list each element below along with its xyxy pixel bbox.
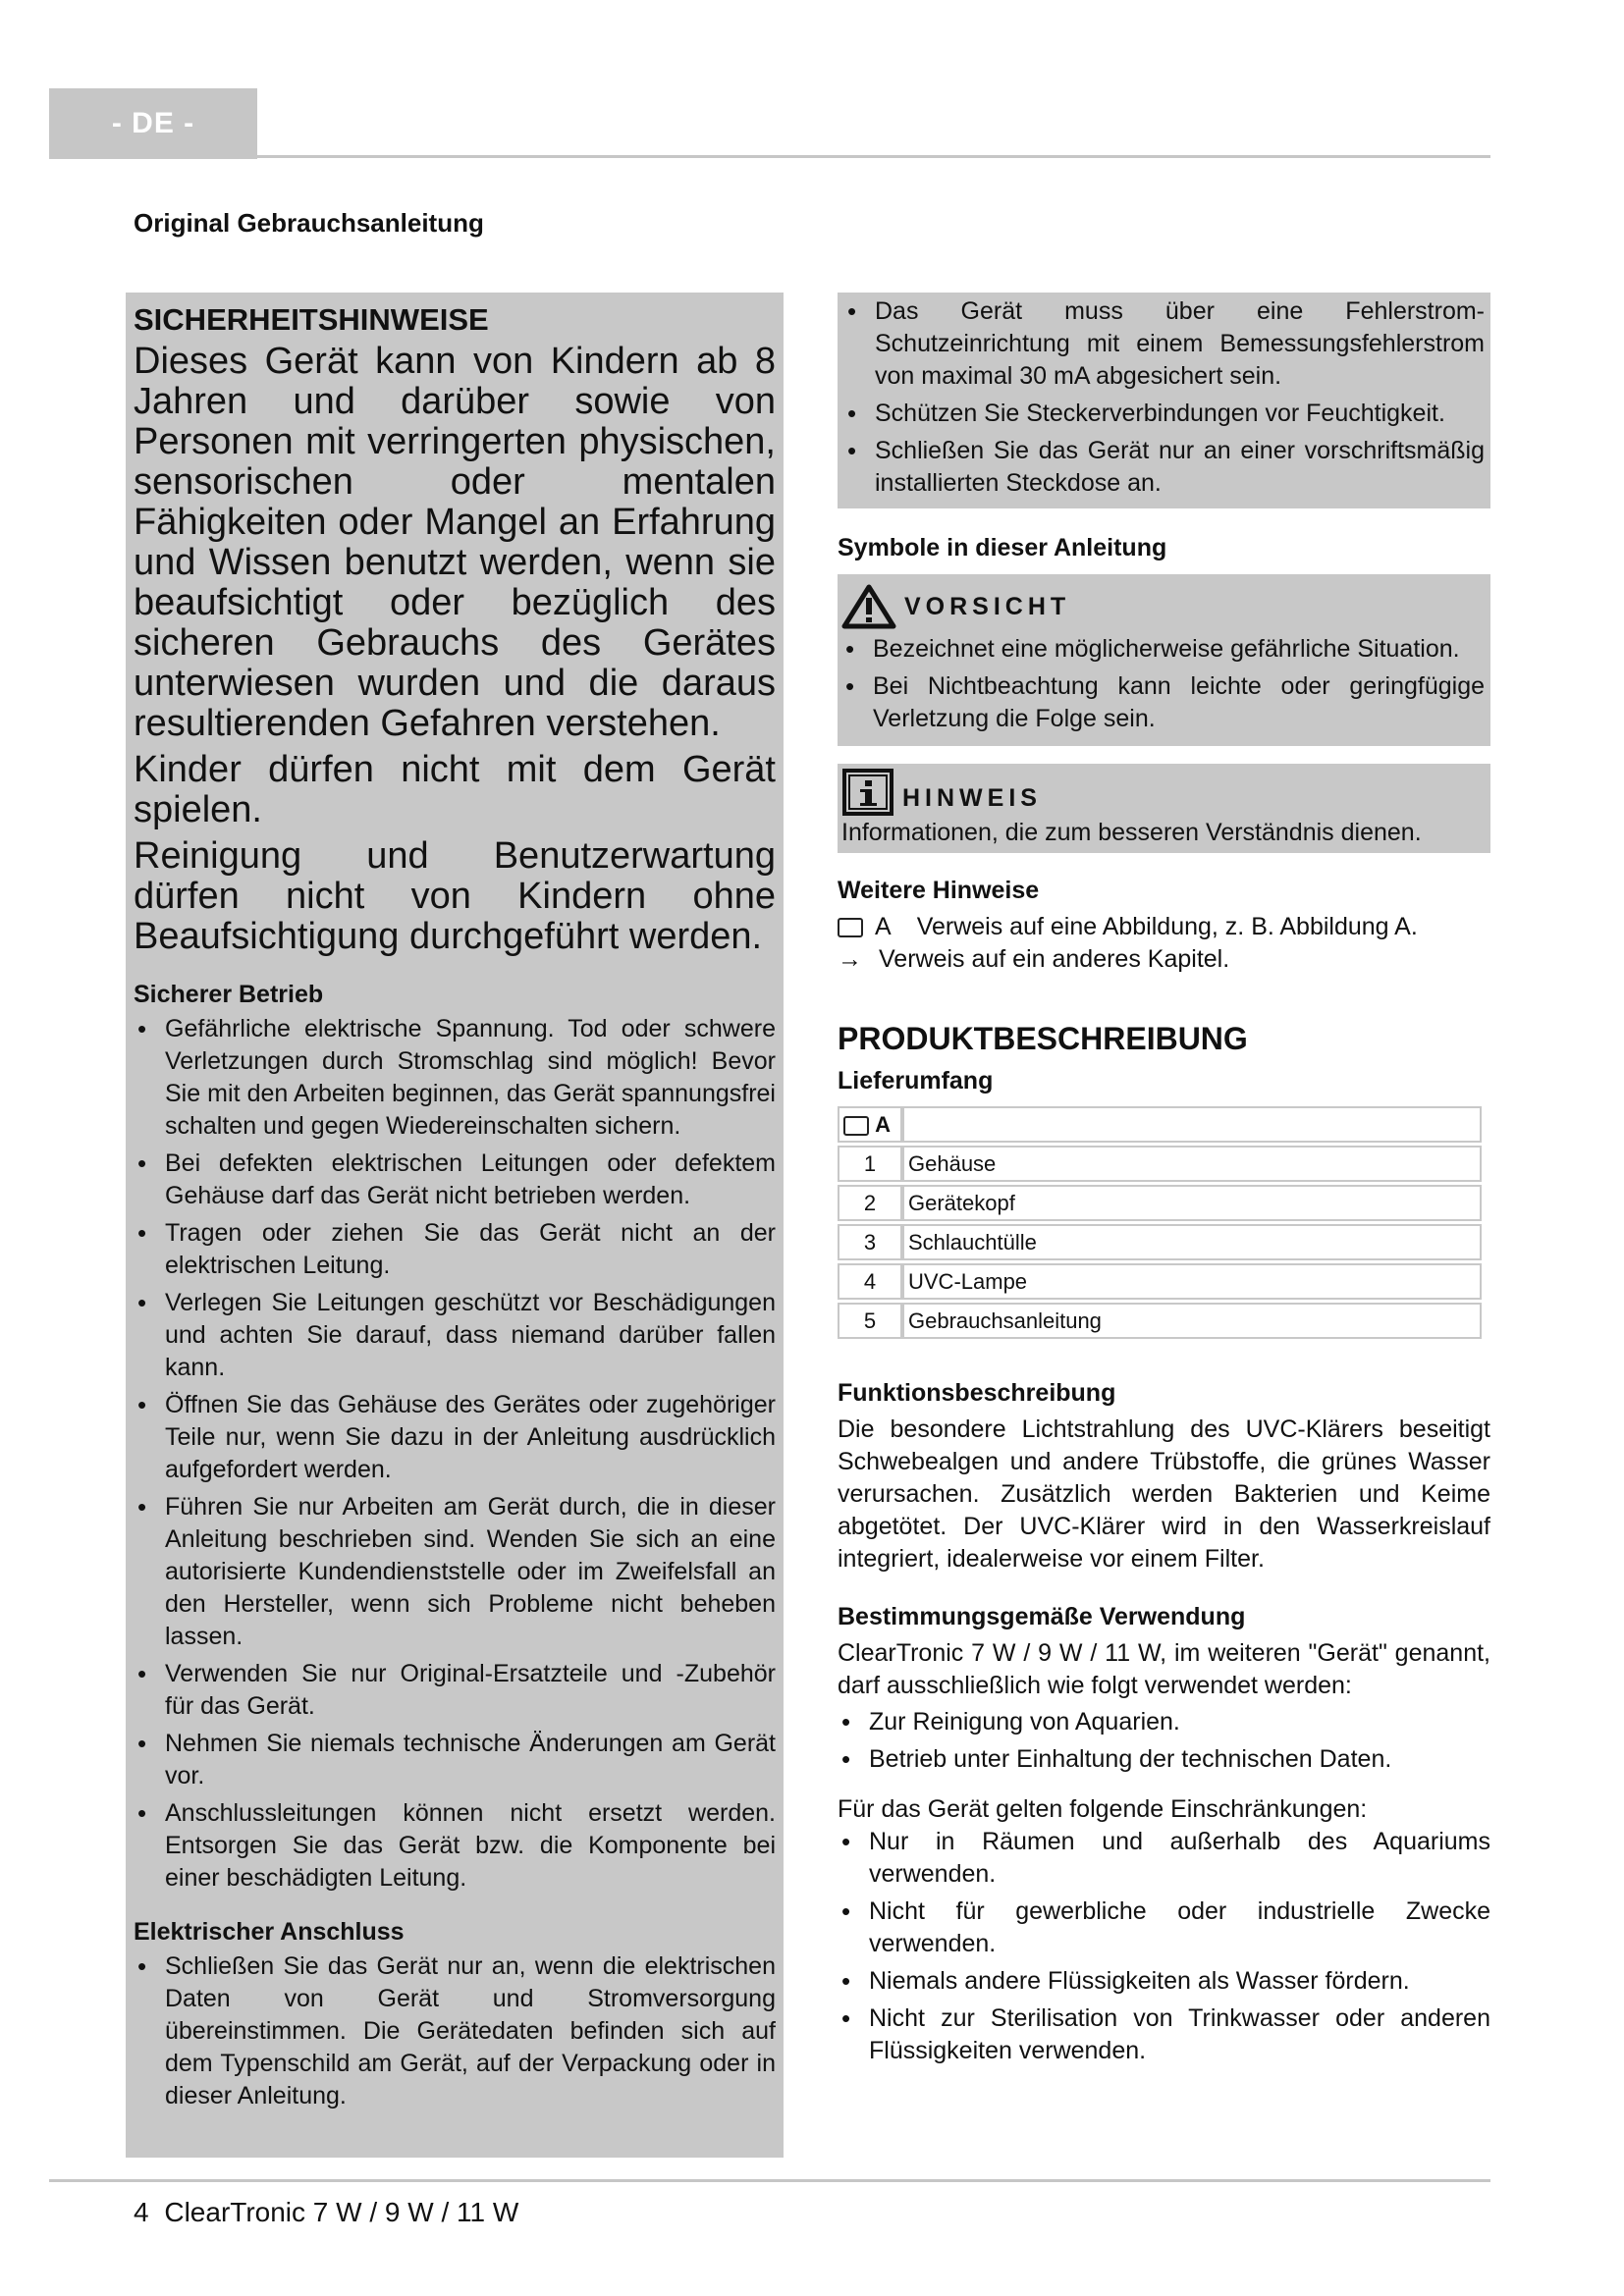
list-item: • Verlegen Sie Leitungen geschützt vor Beschädigungen und achten Sie darauf, dass niemand darüber fallen kann. xyxy=(134,1287,776,1384)
list-item: • Nehmen Sie niemals technische Änderungen am Gerät vor. xyxy=(134,1728,776,1792)
symbols-heading: Symbole in dieser Anleitung xyxy=(838,534,1167,561)
scope-table xyxy=(838,1103,1482,1342)
table-cell-num: 2 xyxy=(838,1185,902,1221)
header-rule xyxy=(49,155,1490,158)
chapter-ref-text: Verweis auf ein anderes Kapitel. xyxy=(879,945,1230,973)
figure-reference-line xyxy=(838,911,1490,943)
table-row xyxy=(838,1185,1482,1221)
caution-box xyxy=(838,574,1490,746)
left-column xyxy=(126,293,784,2158)
list-item: • Tragen oder ziehen Sie das Gerät nicht an der elektrischen Leitung. xyxy=(134,1217,776,1282)
list-item: • Bei Nichtbeachtung kann leichte oder geringfügige Verletzung die Folge sein. xyxy=(841,670,1485,735)
table-header-empty xyxy=(902,1106,1482,1143)
language-tab: - DE - xyxy=(49,88,257,159)
figure-icon xyxy=(843,1116,869,1136)
function-heading: Funktionsbeschreibung xyxy=(838,1379,1116,1407)
safety-cleaning: Reinigung und Benutzerwartung dürfen nicht von Kindern ohne Beaufsichtigung durchgeführt werden. xyxy=(134,835,776,957)
restrictions-list xyxy=(838,1826,1490,2067)
note-header xyxy=(841,768,1487,817)
table-cell-name: UVC-Lampe xyxy=(902,1263,1482,1300)
intended-use-heading: Bestimmungsgemäße Verwendung xyxy=(838,1603,1246,1630)
electrical-continued-box xyxy=(838,293,1490,508)
list-item: • Niemals andere Flüssigkeiten als Wasser fördern. xyxy=(838,1965,1490,1998)
table-row xyxy=(838,1224,1482,1260)
figure-icon xyxy=(838,918,863,937)
footer xyxy=(134,2197,518,2228)
safety-heading: SICHERHEITSHINWEISE xyxy=(134,302,489,337)
list-item: • Bezeichnet eine möglicherweise gefährliche Situation. xyxy=(841,633,1485,666)
list-item: • Führen Sie nur Arbeiten am Gerät durch, die in dieser Anleitung beschrieben sind. Wenden Sie sich an eine autorisierte Kundendienststelle oder im Zweifelsfall an den Hersteller, wenn sich Probleme nicht beheben lassen. xyxy=(134,1491,776,1653)
safety-intro: Dieses Gerät kann von Kindern ab 8 Jahren und darüber sowie von Personen mit verringerten physischen, sensorischen oder mentalen Fähigkeiten oder Mangel an Erfahrung und Wissen benutzt werden, wenn sie beaufsichtigt oder bezüglich des sicheren Gebrauchs des Gerätes unterwiesen wurden und die daraus resultierenden Gefahren verstehen. xyxy=(134,341,776,744)
restrictions-text: Für das Gerät gelten folgende Einschränkungen: xyxy=(838,1795,1368,1823)
info-icon xyxy=(841,768,894,817)
safety-children: Kinder dürfen nicht mit dem Gerät spielen. xyxy=(134,749,776,830)
list-item: • Betrieb unter Einhaltung der technischen Daten. xyxy=(838,1743,1490,1776)
footer-rule xyxy=(49,2179,1490,2182)
electrical-list xyxy=(134,1950,776,2112)
note-box xyxy=(838,764,1490,853)
safe-operation-heading: Sicherer Betrieb xyxy=(134,981,324,1008)
list-item: • Nicht zur Sterilisation von Trinkwasser oder anderen Flüssigkeiten verwenden. xyxy=(838,2002,1490,2067)
figure-ref-text: Verweis auf eine Abbildung, z. B. Abbildung A. xyxy=(916,913,1418,940)
list-item: • Zur Reinigung von Aquarien. xyxy=(838,1706,1490,1738)
table-cell-num: 4 xyxy=(838,1263,902,1300)
table-header-letter: A xyxy=(875,1112,892,1137)
note-label: HINWEIS xyxy=(902,783,1042,812)
table-row xyxy=(838,1303,1482,1339)
electrical-list-continued xyxy=(843,295,1485,500)
list-item: • Nicht für gewerbliche oder industrielle Zwecke verwenden. xyxy=(838,1896,1490,1960)
caution-header xyxy=(841,584,1485,629)
figure-ref-letter: A xyxy=(875,913,892,940)
safe-operation-list xyxy=(134,1013,776,1895)
table-cell-name: Gehäuse xyxy=(902,1146,1482,1182)
table-cell-name: Gerätekopf xyxy=(902,1185,1482,1221)
caution-list xyxy=(841,633,1485,735)
page-number: 4 xyxy=(134,2197,149,2227)
table-row xyxy=(838,1263,1482,1300)
list-item: • Nur in Räumen und außerhalb des Aquariums verwenden. xyxy=(838,1826,1490,1891)
warning-triangle-icon xyxy=(841,584,896,629)
list-item: • Das Gerät muss über eine Fehlerstrom-Schutzeinrichtung mit einem Bemessungsfehlerstrom von maximal 30 mA abgesichert sein. xyxy=(843,295,1485,393)
table-row xyxy=(838,1146,1482,1182)
document-title: Original Gebrauchsanleitung xyxy=(134,208,484,238)
table-cell-name: Schlauchtülle xyxy=(902,1224,1482,1260)
list-item: • Anschlussleitungen können nicht ersetzt werden. Entsorgen Sie das Gerät bzw. die Komponente bei einer beschädigten Leitung. xyxy=(134,1797,776,1895)
table-cell-num: 3 xyxy=(838,1224,902,1260)
intended-use-text: ClearTronic 7 W / 9 W / 11 W, im weiteren "Gerät" genannt, darf ausschließlich wie folgt verwendet werden: xyxy=(838,1639,1490,1699)
note-text: Informationen, die zum besseren Verständnis dienen. xyxy=(841,819,1422,846)
table-cell-num: 5 xyxy=(838,1303,902,1339)
function-text: Die besondere Lichtstrahlung des UVC-Klärers beseitigt Schwebealgen und andere Trübstoffe, die grünes Wasser verursachen. Zusätzlich werden Bakterien und Keime abgetötet. Der UVC-Klärer wird in den Wasserkreislauf integriert, idealerweise vor einem Filter. xyxy=(838,1415,1490,1573)
scope-heading: Lieferumfang xyxy=(838,1067,994,1095)
list-item: • Gefährliche elektrische Spannung. Tod oder schwere Verletzungen durch Stromschlag sind möglich! Bevor Sie mit den Arbeiten beginnen, das Gerät spannungsfrei schalten und gegen Wiedereinschalten sichern. xyxy=(134,1013,776,1143)
footer-product-name: ClearTronic 7 W / 9 W / 11 W xyxy=(164,2197,519,2227)
chapter-reference-line xyxy=(838,943,1490,976)
list-item: • Verwenden Sie nur Original-Ersatzteile und -Zubehör für das Gerät. xyxy=(134,1658,776,1723)
list-item: • Öffnen Sie das Gehäuse des Gerätes oder zugehöriger Teile nur, wenn Sie dazu in der Anleitung ausdrücklich aufgefordert werden. xyxy=(134,1389,776,1486)
electrical-heading: Elektrischer Anschluss xyxy=(134,1918,405,1946)
table-header-cell xyxy=(838,1106,902,1143)
further-heading: Weitere Hinweise xyxy=(838,877,1040,904)
table-header-row xyxy=(838,1106,1482,1143)
table-cell-num: 1 xyxy=(838,1146,902,1182)
caution-label: VORSICHT xyxy=(904,592,1071,620)
table-cell-name: Gebrauchsanleitung xyxy=(902,1303,1482,1339)
right-column xyxy=(838,293,1490,2072)
list-item: • Schließen Sie das Gerät nur an einer vorschriftsmäßig installierten Steckdose an. xyxy=(843,435,1485,500)
list-item: • Schließen Sie das Gerät nur an, wenn die elektrischen Daten von Gerät und Stromversorgung übereinstimmen. Die Gerätedaten befinden sich auf dem Typenschild am Gerät, auf der Verpackung oder in dieser Anleitung. xyxy=(134,1950,776,2112)
list-item: • Bei defekten elektrischen Leitungen oder defektem Gehäuse darf das Gerät nicht betrieben werden. xyxy=(134,1148,776,1212)
list-item: • Schützen Sie Steckerverbindungen vor Feuchtigkeit. xyxy=(843,398,1485,430)
safety-box xyxy=(126,293,784,2158)
product-heading: PRODUKTBESCHREIBUNG xyxy=(838,1021,1248,1056)
intended-use-list xyxy=(838,1706,1490,1776)
arrow-icon: → xyxy=(838,945,862,973)
